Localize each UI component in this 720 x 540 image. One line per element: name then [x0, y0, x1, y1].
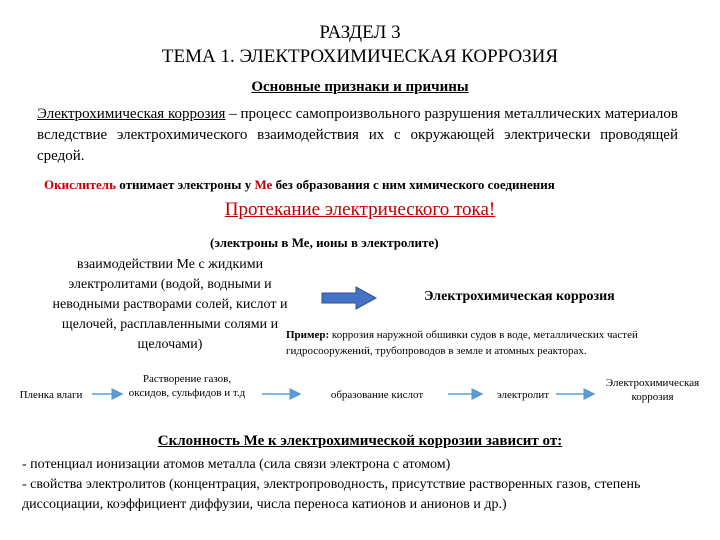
- topic-title: ТЕМА 1. ЭЛЕКТРОХИМИЧЕСКАЯ КОРРОЗИЯ: [161, 46, 559, 67]
- subtitle: [0, 79, 720, 96]
- list-item: - свойства электролитов (концентрация, электропроводность, присутствие растворенных газов, степень диссоциации, коэффициент диффузии, числа переноса катионов и анионов и др.): [22, 477, 641, 512]
- oxidizer-word: Окислитель: [44, 177, 116, 192]
- tendency-list: [22, 455, 702, 515]
- chain-arrows: [0, 380, 720, 410]
- chain-dissolve: Растворение газов, оксидов, сульфидов и т.д: [128, 373, 246, 399]
- chain-film: Пленка влаги: [19, 389, 83, 401]
- oxidizer-line: [44, 177, 704, 193]
- list-item: - потенциал ионизации атомов металла (сила связи электрона с атомом): [22, 457, 451, 472]
- oxidizer-end: без образования с ним химического соединения: [272, 177, 555, 192]
- example-body: коррозия наружной обшивки судов в воде, металлических частей гидросооружений, трубопроводов в земле и атомных реакторах.: [286, 329, 638, 357]
- chain-corrosion: Электрохимическая коррозия: [605, 377, 700, 403]
- tendency-title-text: Склонность Ме к электрохимической коррозии зависит от:: [157, 433, 563, 449]
- definition-paragraph: [37, 104, 678, 167]
- right-arrow-icon: [320, 286, 378, 310]
- metal-word: Ме: [254, 177, 273, 192]
- section-title: РАЗДЕЛ 3: [319, 22, 401, 43]
- tendency-title: [0, 433, 720, 450]
- interaction-text: взаимодействии Ме с жидкими электролитами (водой, водными и неводными растворами солей, кислот и щелочей, расплавленными солями и щелочами): [52, 257, 288, 352]
- definition-term: Электрохимическая коррозия: [37, 106, 226, 122]
- current-flow-title: Протекание электрического тока!: [224, 199, 496, 220]
- example-label: Пример:: [286, 329, 330, 341]
- chain-electrolyte: электролит: [496, 389, 550, 401]
- result-label: Электрохимическая коррозия: [424, 289, 615, 304]
- definition-text: – процесс самопроизвольного разрушения металлических материалов вследствие электрохимического взаимодействия их с окружающей электрически проводящей средой.: [37, 106, 678, 164]
- chain-acids: образование кислот: [330, 389, 424, 401]
- current-note: (электроны в Ме, ионы в электролите): [210, 235, 439, 250]
- subtitle-text: Основные признаки и причины: [251, 79, 469, 95]
- example-text: [286, 327, 706, 359]
- oxidizer-middle: отнимает электроны у: [115, 177, 255, 192]
